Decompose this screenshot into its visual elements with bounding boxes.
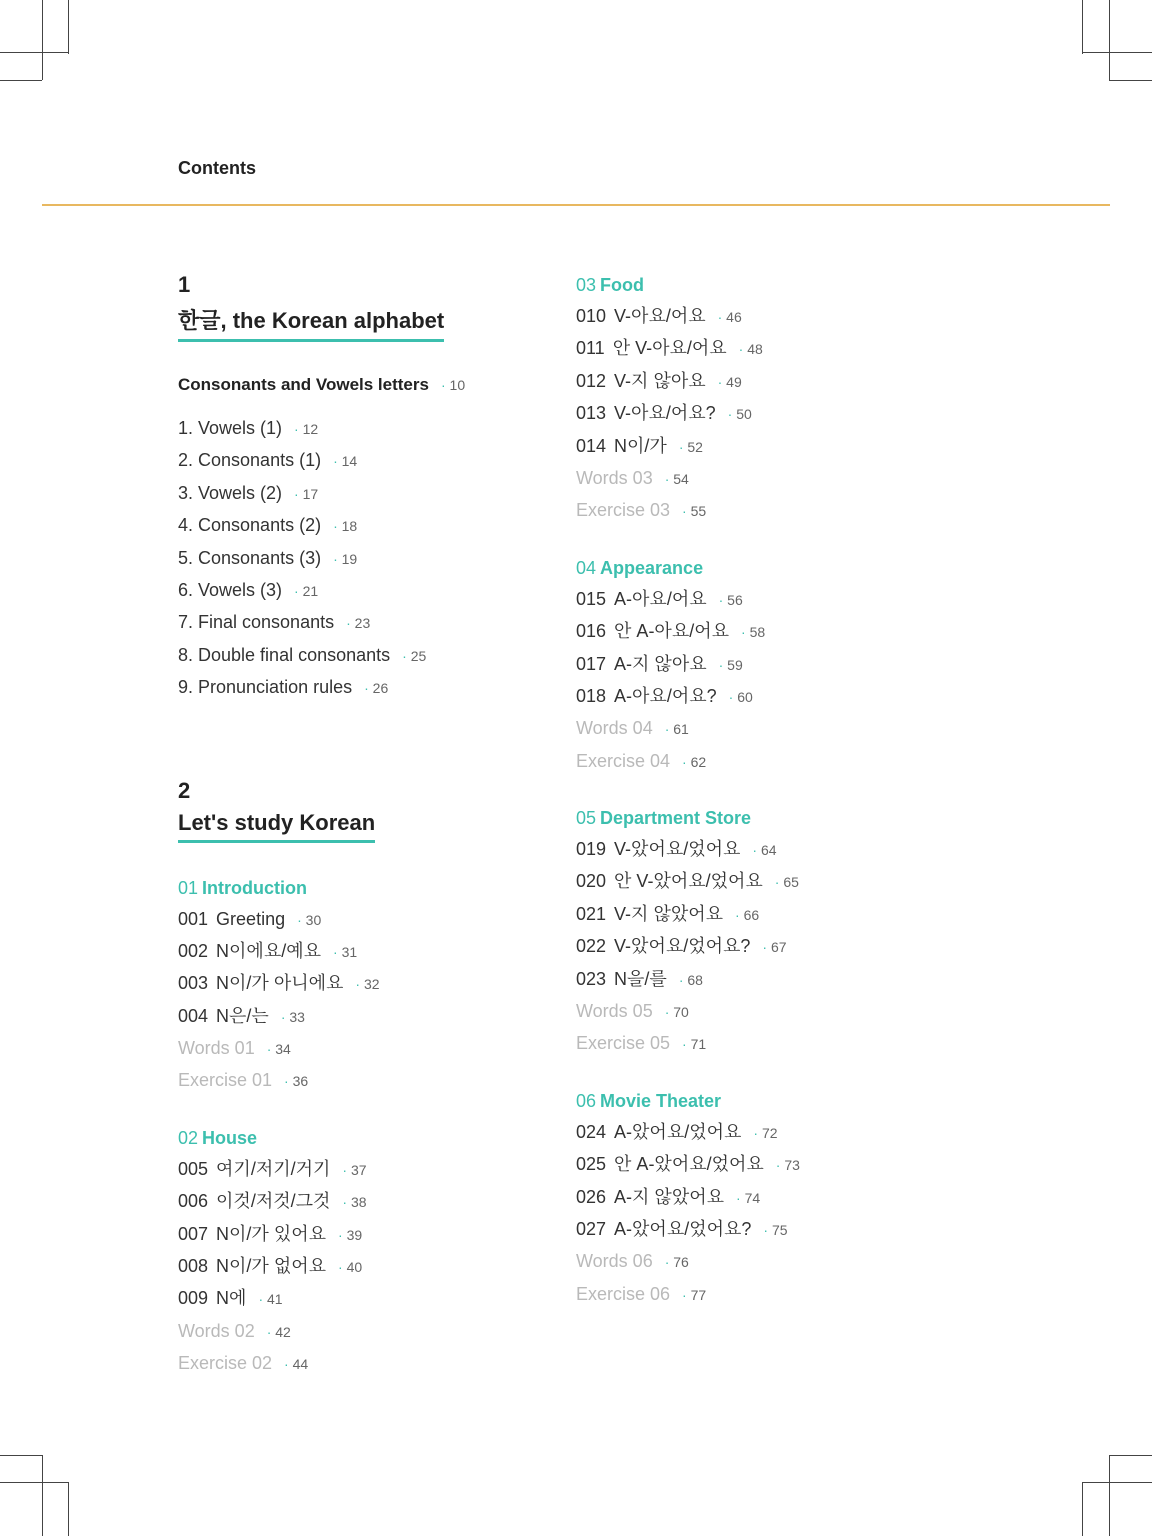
toc-entry[interactable]: 008 N이/가 없어요· 40 [178, 1250, 538, 1282]
toc-entry[interactable]: 2. Consonants (1)· 14 [178, 444, 538, 476]
crop-mark [0, 1482, 68, 1483]
toc-entry[interactable]: 9. Pronunciation rules· 26 [178, 671, 538, 703]
section-subheading[interactable] [178, 370, 538, 400]
toc-entry[interactable]: 021 V-지 않았어요· 66 [576, 898, 996, 930]
unit-section [576, 803, 996, 1060]
toc-entry[interactable]: 7. Final consonants· 23 [178, 606, 538, 638]
exercise-entry[interactable]: Exercise 02· 44 [178, 1347, 538, 1379]
crop-mark [1082, 52, 1152, 53]
toc-entry[interactable]: 003 N이/가 아니에요· 32 [178, 967, 538, 999]
exercise-entry[interactable]: Exercise 04· 62 [576, 745, 996, 777]
exercise-entry[interactable]: Exercise 01· 36 [178, 1064, 538, 1096]
crop-mark [0, 52, 68, 53]
unit-heading[interactable]: 06 Movie Theater [576, 1090, 722, 1111]
crop-mark [1082, 0, 1083, 54]
part-title: 한글, the Korean alphabet [178, 304, 444, 342]
toc-entry[interactable]: 001 Greeting· 30 [178, 903, 538, 935]
unit-section [576, 270, 996, 527]
words-entry[interactable]: Words 02· 42 [178, 1315, 538, 1347]
toc-entry[interactable]: 011 안 V-아요/어요· 48 [576, 332, 996, 364]
crop-mark [0, 1455, 42, 1456]
toc-entry[interactable]: 010 V-아요/어요· 46 [576, 300, 996, 332]
unit-section [178, 873, 538, 1097]
crop-mark [68, 0, 69, 54]
toc-entry[interactable]: 4. Consonants (2)· 18 [178, 509, 538, 541]
toc-entry[interactable]: 002 N이에요/예요· 31 [178, 935, 538, 967]
crop-mark [1109, 1455, 1110, 1536]
unit-section [178, 1123, 538, 1380]
toc-entry[interactable]: 013 V-아요/어요?· 50 [576, 397, 996, 429]
exercise-entry[interactable]: Exercise 03· 55 [576, 494, 996, 526]
toc-entry[interactable]: 023 N을/를· 68 [576, 963, 996, 995]
toc-entry[interactable]: 017 A-지 않아요· 59 [576, 648, 996, 680]
unit-heading[interactable]: 01 Introduction [178, 877, 308, 898]
page-number: · 10 [440, 377, 466, 393]
toc-entry[interactable]: 018 A-아요/어요?· 60 [576, 680, 996, 712]
subheading-label: Consonants and Vowels letters [178, 375, 429, 394]
crop-mark [1082, 1482, 1083, 1536]
unit-heading[interactable]: 05 Department Store [576, 808, 752, 829]
unit-heading[interactable]: 02 House [178, 1127, 258, 1148]
unit-section [576, 1086, 996, 1310]
toc-entry[interactable]: 3. Vowels (2)· 17 [178, 477, 538, 509]
page-title: Contents [178, 158, 256, 178]
contents-left-column [178, 270, 538, 1406]
exercise-entry[interactable]: Exercise 05· 71 [576, 1027, 996, 1059]
toc-entry[interactable]: 004 N은/는· 33 [178, 1000, 538, 1032]
crop-mark [68, 1482, 69, 1536]
part-number: 1 [178, 272, 191, 297]
words-entry[interactable]: Words 04· 61 [576, 712, 996, 744]
crop-mark [42, 0, 43, 80]
words-entry[interactable]: Words 03· 54 [576, 462, 996, 494]
words-entry[interactable]: Words 05· 70 [576, 995, 996, 1027]
toc-entry[interactable]: 015 A-아요/어요· 56 [576, 583, 996, 615]
toc-entry[interactable]: 8. Double final consonants· 25 [178, 639, 538, 671]
toc-entry[interactable]: 020 안 V-았어요/었어요· 65 [576, 865, 996, 897]
toc-entry[interactable]: 025 안 A-았어요/었어요· 73 [576, 1148, 996, 1180]
part-number: 2 [178, 777, 191, 803]
toc-entry[interactable]: 006 이것/저것/그것· 38 [178, 1185, 538, 1217]
toc-entry[interactable]: 024 A-았어요/었어요· 72 [576, 1116, 996, 1148]
crop-mark [42, 1455, 43, 1536]
toc-entry[interactable]: 014 N이/가· 52 [576, 430, 996, 462]
part-title: Let's study Korean [178, 810, 375, 843]
crop-mark [1109, 80, 1152, 81]
toc-entry[interactable]: 016 안 A-아요/어요· 58 [576, 615, 996, 647]
crop-mark [1109, 0, 1110, 80]
crop-mark [1082, 1482, 1152, 1483]
header-divider [42, 204, 1110, 206]
words-entry[interactable]: Words 01· 34 [178, 1032, 538, 1064]
words-entry[interactable]: Words 06· 76 [576, 1245, 996, 1277]
toc-entry[interactable]: 007 N이/가 있어요· 39 [178, 1218, 538, 1250]
toc-entry[interactable]: 026 A-지 않았어요· 74 [576, 1181, 996, 1213]
toc-entry[interactable]: 005 여기/저기/거기· 37 [178, 1153, 538, 1185]
toc-entry[interactable]: 1. Vowels (1)· 12 [178, 412, 538, 444]
toc-entry[interactable]: 009 N에· 41 [178, 1282, 538, 1314]
toc-entry[interactable]: 5. Consonants (3)· 19 [178, 542, 538, 574]
unit-heading[interactable]: 04 Appearance [576, 557, 704, 578]
toc-entry[interactable]: 019 V-았어요/었어요· 64 [576, 833, 996, 865]
alphabet-lessons-list [178, 412, 538, 704]
crop-mark [0, 80, 42, 81]
toc-entry[interactable]: 012 V-지 않아요· 49 [576, 365, 996, 397]
unit-heading[interactable]: 03 Food [576, 275, 645, 295]
toc-entry[interactable]: 027 A-았어요/었어요?· 75 [576, 1213, 996, 1245]
exercise-entry[interactable]: Exercise 06· 77 [576, 1278, 996, 1310]
contents-right-column [576, 270, 996, 1336]
unit-section [576, 553, 996, 777]
toc-entry[interactable]: 022 V-았어요/었어요?· 67 [576, 930, 996, 962]
crop-mark [1109, 1455, 1152, 1456]
toc-entry[interactable]: 6. Vowels (3)· 21 [178, 574, 538, 606]
